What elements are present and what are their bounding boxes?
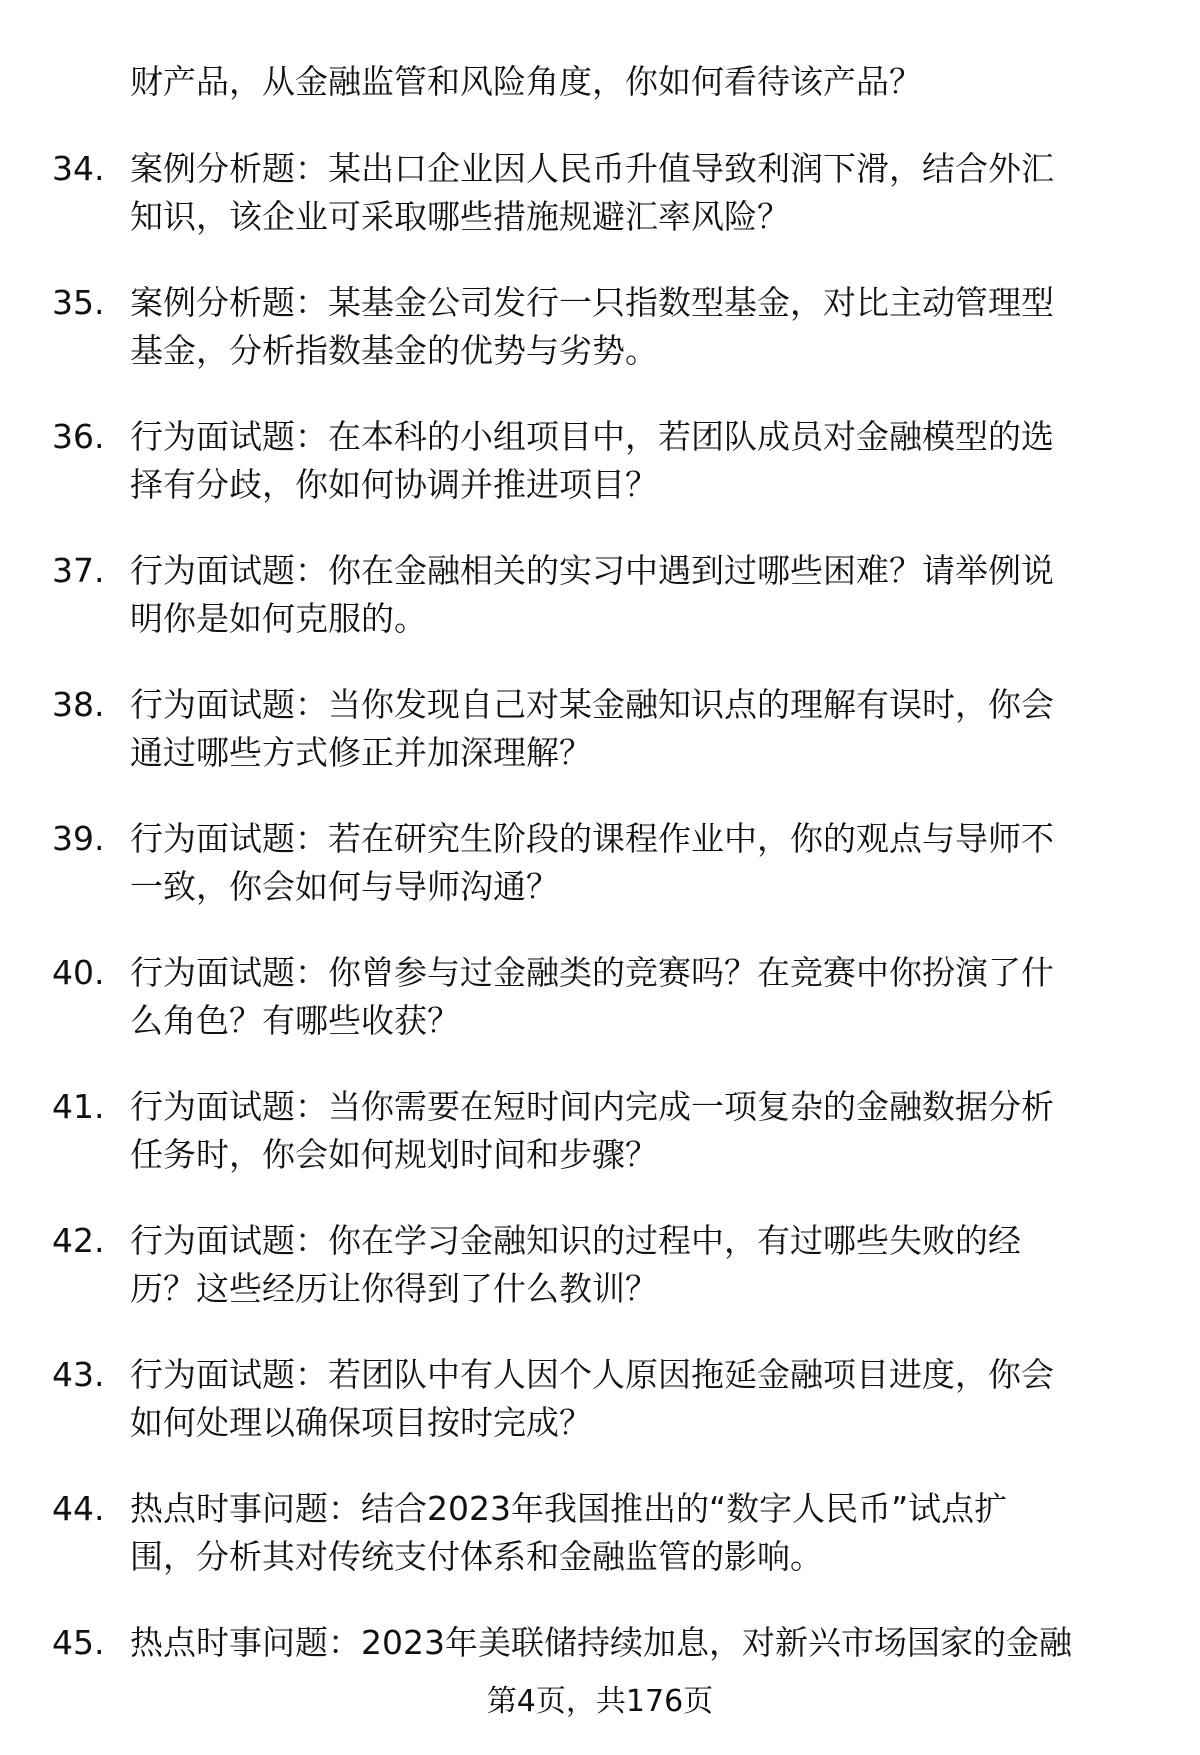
question-number: 45. xyxy=(52,1623,105,1662)
list-item xyxy=(0,1485,1200,1619)
question-text-line: 案例分析题：某基金公司发行一只指数型基金，对比主动管理型 xyxy=(130,283,1054,322)
question-text-line: 历？这些经历让你得到了什么教训？ xyxy=(130,1269,658,1308)
question-number: 38. xyxy=(52,685,105,724)
question-text-line: 一致，你会如何与导师沟通？ xyxy=(130,867,559,906)
list-item xyxy=(0,815,1200,949)
list-item xyxy=(0,1083,1200,1217)
question-text-line: 任务时，你会如何规划时间和步骤？ xyxy=(130,1135,658,1174)
question-number: 39. xyxy=(52,819,105,858)
question-text-line: 行为面试题：你在金融相关的实习中遇到过哪些困难？请举例说 xyxy=(130,551,1054,590)
question-number: 40. xyxy=(52,953,105,992)
question-number: 43. xyxy=(52,1355,105,1394)
list-item xyxy=(0,1217,1200,1351)
question-text-line: 行为面试题：当你发现自己对某金融知识点的理解有误时，你会 xyxy=(130,685,1054,724)
question-text-line: 么角色？有哪些收获？ xyxy=(130,1001,460,1040)
question-text-line: 行为面试题：你在学习金融知识的过程中，有过哪些失败的经 xyxy=(130,1221,1021,1260)
list-item xyxy=(0,279,1200,413)
question-text-line: 行为面试题：在本科的小组项目中，若团队成员对金融模型的选 xyxy=(130,417,1054,456)
question-number: 41. xyxy=(52,1087,105,1126)
question-list xyxy=(0,145,1200,1753)
question-number: 36. xyxy=(52,417,105,456)
question-number: 35. xyxy=(52,283,105,322)
question-text-line: 基金，分析指数基金的优势与劣势。 xyxy=(130,331,658,370)
question-text-line: 行为面试题：若团队中有人因个人原因拖延金融项目进度，你会 xyxy=(130,1355,1054,1394)
question-number: 42. xyxy=(52,1221,105,1260)
question-text-line: 通过哪些方式修正并加深理解？ xyxy=(130,733,592,772)
list-item xyxy=(0,1351,1200,1485)
question-number: 37. xyxy=(52,551,105,590)
question-number: 34. xyxy=(52,149,105,188)
question-text-line: 行为面试题：当你需要在短时间内完成一项复杂的金融数据分析 xyxy=(130,1087,1054,1126)
question-text-line: 热点时事问题：2023年美联储持续加息，对新兴市场国家的金融 xyxy=(130,1623,1072,1662)
question-text-line: 择有分歧，你如何协调并推进项目？ xyxy=(130,465,658,504)
question-text-line: 明你是如何克服的。 xyxy=(130,599,427,638)
question-text-line: 如何处理以确保项目按时完成？ xyxy=(130,1403,592,1442)
question-number: 44. xyxy=(52,1489,105,1528)
list-item xyxy=(0,413,1200,547)
question-text-line: 热点时事问题：结合2023年我国推出的“数字人民币”试点扩 xyxy=(130,1489,1008,1528)
page-footer: 第4页，共176页 xyxy=(486,1684,714,1719)
list-item xyxy=(0,949,1200,1083)
list-item xyxy=(0,681,1200,815)
list-item xyxy=(0,145,1200,279)
question-text-line: 行为面试题：你曾参与过金融类的竞赛吗？在竞赛中你扮演了什 xyxy=(130,953,1054,992)
continued-question-text: 财产品，从金融监管和风险角度，你如何看待该产品？ xyxy=(130,62,922,101)
question-text-line: 案例分析题：某出口企业因人民币升值导致利润下滑，结合外汇 xyxy=(130,149,1054,188)
question-text-line: 围，分析其对传统支付体系和金融监管的影响。 xyxy=(130,1537,823,1576)
question-text-line: 知识，该企业可采取哪些措施规避汇率风险？ xyxy=(130,197,790,236)
list-item xyxy=(0,547,1200,681)
question-text-line: 行为面试题：若在研究生阶段的课程作业中，你的观点与导师不 xyxy=(130,819,1054,858)
